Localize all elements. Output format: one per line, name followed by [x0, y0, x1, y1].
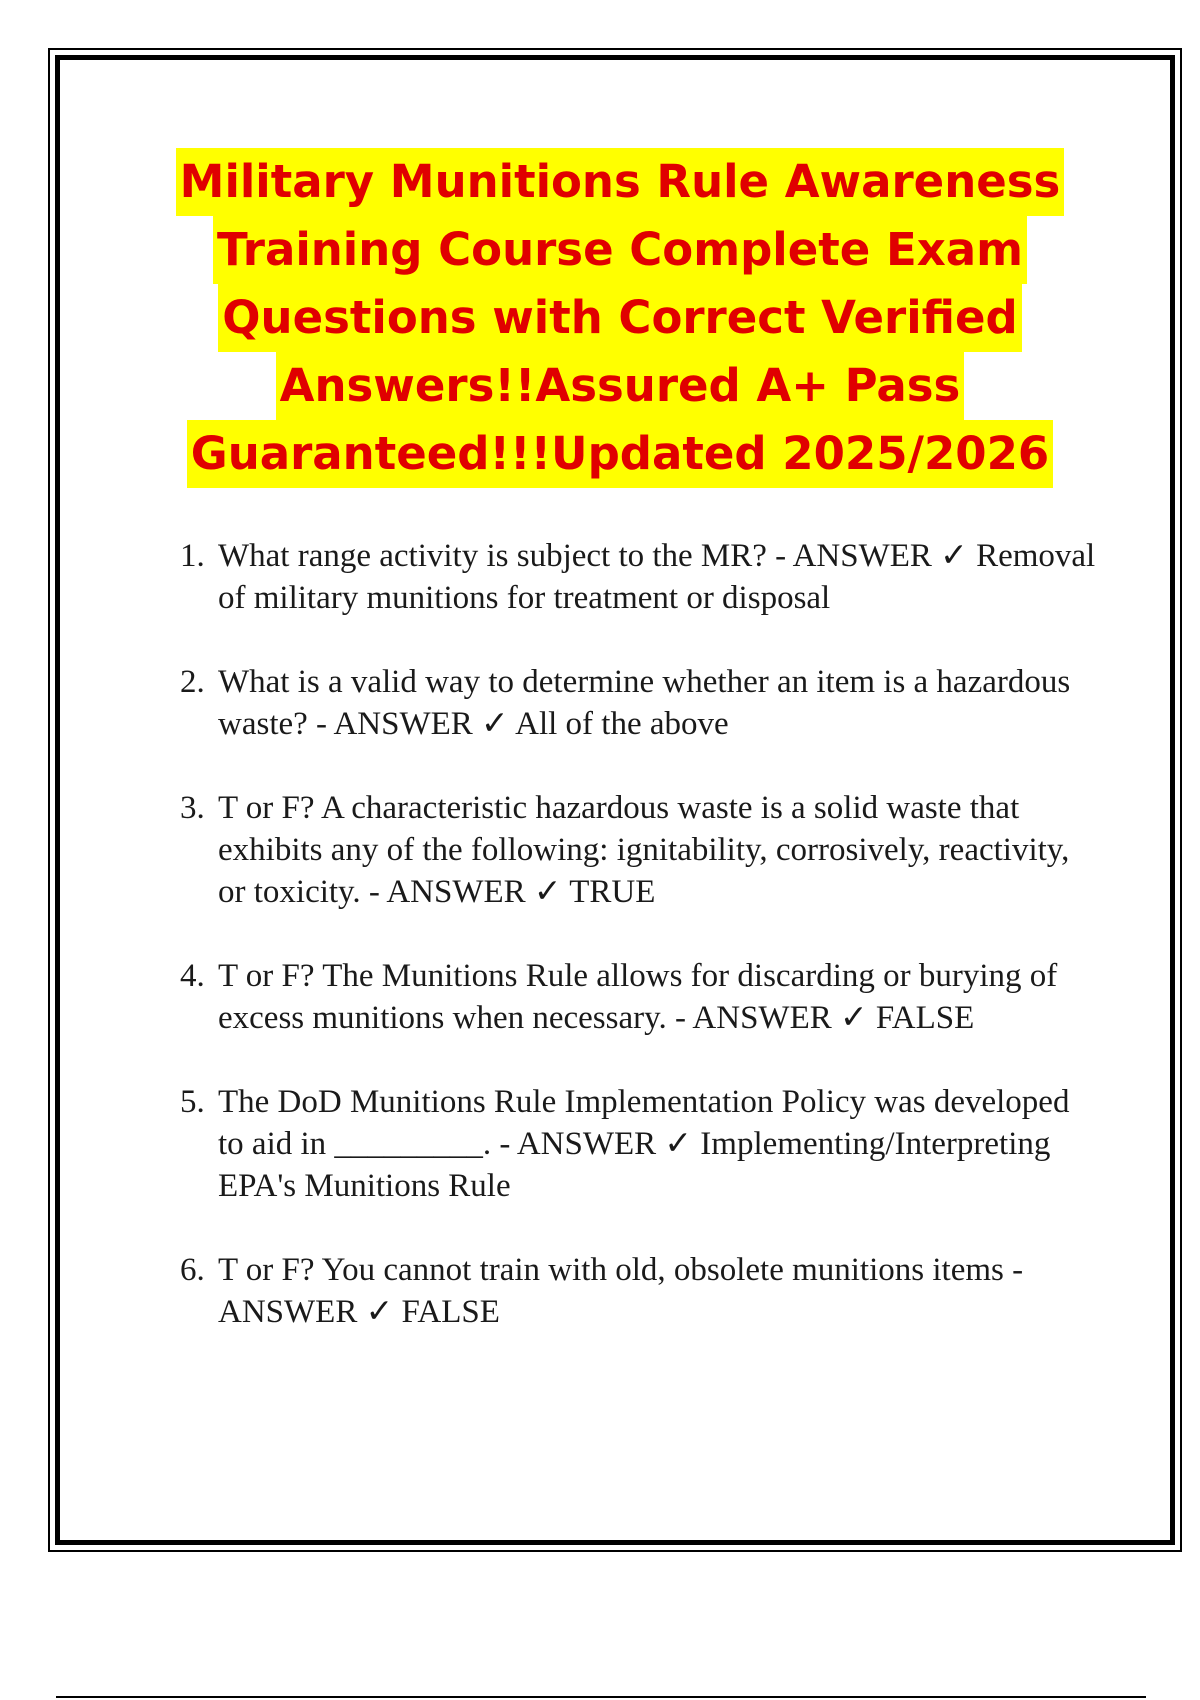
question-number: 3. [180, 790, 205, 826]
document-title [120, 148, 1120, 488]
question-item [180, 1081, 1100, 1207]
question-list [180, 535, 1100, 1375]
title-line: Questions with Correct Verified [218, 284, 1021, 352]
footer-divider [56, 1696, 1146, 1698]
question-item [180, 1249, 1100, 1333]
question-number: 4. [180, 958, 205, 994]
question-number: 2. [180, 664, 205, 700]
question-item [180, 661, 1100, 745]
question-text: The DoD Munitions Rule Implementation Policy was developed to aid in _________. - ANSWER ✓ Implementing/Interpreting EPA's Munitions Rule [218, 1084, 1070, 1204]
title-line: Military Munitions Rule Awareness [176, 148, 1065, 216]
question-item [180, 955, 1100, 1039]
title-line: Guaranteed!!!Updated 2025/2026 [187, 420, 1053, 488]
question-text: T or F? The Munitions Rule allows for discarding or burying of excess munitions when necessary. - ANSWER ✓ FALSE [218, 958, 1058, 1036]
title-line: Answers!!Assured A+ Pass [276, 352, 965, 420]
title-line: Training Course Complete Exam [213, 216, 1027, 284]
question-text: What range activity is subject to the MR? - ANSWER ✓ Removal of military munitions for treatment or disposal [218, 538, 1096, 616]
question-text: T or F? A characteristic hazardous waste is a solid waste that exhibits any of the following: ignitability, corrosively, reactivity, or toxicity. - ANSWER ✓ TRUE [218, 790, 1070, 910]
question-item [180, 787, 1100, 913]
question-text: What is a valid way to determine whether an item is a hazardous waste? - ANSWER ✓ All of the above [218, 664, 1071, 742]
question-number: 6. [180, 1252, 205, 1288]
question-item [180, 535, 1100, 619]
question-text: T or F? You cannot train with old, obsolete munitions items - ANSWER ✓ FALSE [218, 1252, 1024, 1330]
question-number: 1. [180, 538, 205, 574]
question-number: 5. [180, 1084, 205, 1120]
